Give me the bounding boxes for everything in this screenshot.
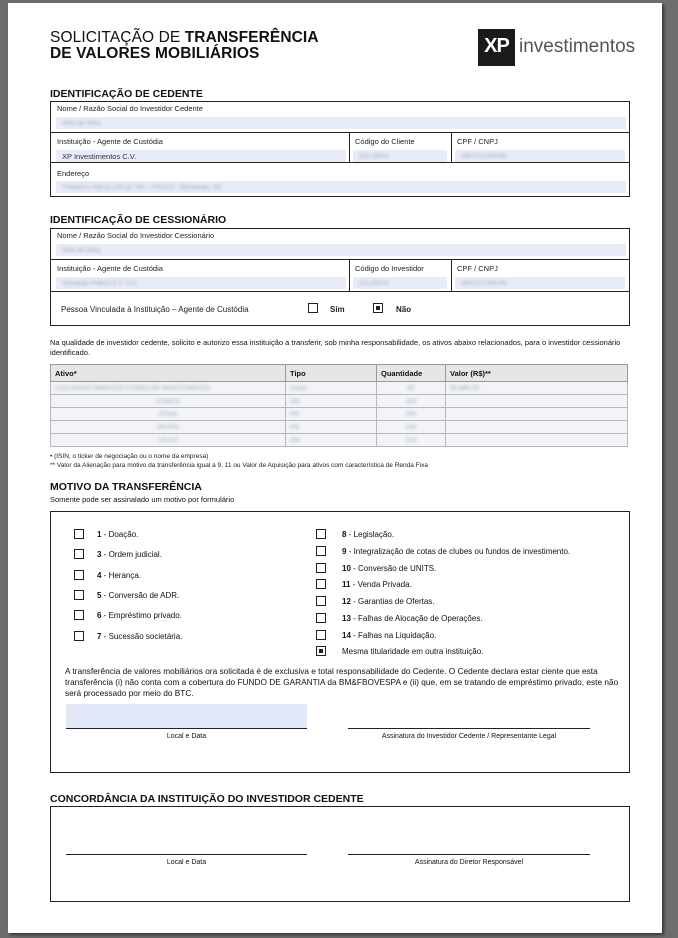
reason-text: Falhas na Liquidação. <box>358 630 437 640</box>
reason-number: 14 <box>342 630 351 640</box>
reason-3-checkbox[interactable] <box>74 549 84 559</box>
reason-10-label: 10 - Conversão de UNITS. <box>342 563 437 573</box>
title-bold: TRANSFERÊNCIA <box>184 29 319 46</box>
vinculada-sim-checkbox[interactable] <box>308 303 318 313</box>
vinculada-nao-checkbox[interactable] <box>373 303 383 313</box>
footnote-valor: ** Valor da Alienação para motivo da transferência igual a 9, 11 ou Valor de Aquisição para ativos com característica de Renda Fixa <box>50 462 428 469</box>
tipo-cell[interactable]: ON <box>286 395 377 408</box>
reason-3-label: 3 - Ordem judicial. <box>97 550 162 560</box>
reason-1-checkbox[interactable] <box>74 529 84 539</box>
col-tipo: Tipo <box>286 365 377 382</box>
cedente-codigo-label: Código do Cliente <box>355 137 415 146</box>
reason-11-checkbox[interactable] <box>316 579 326 589</box>
reason-number: 5 <box>97 590 102 600</box>
footnote-ativo: • (ISIN, o ticker de negociação ou o nome da empresa) <box>50 453 209 460</box>
form-page <box>8 3 662 933</box>
reason-6-label: 6 - Empréstimo privado. <box>97 611 182 621</box>
tipo-cell[interactable]: ON <box>286 434 377 447</box>
reason-9-checkbox[interactable] <box>316 546 326 556</box>
cessionario-codigo-label: Código do Investidor <box>355 264 424 273</box>
assets-table-header <box>51 365 628 382</box>
col-ativo: Ativo* <box>51 365 286 382</box>
reason-text: Integralização de cotas de clubes ou fundos de investimento. <box>353 546 571 556</box>
cessionario-codigo-field[interactable]: 101.903-8 <box>353 277 447 289</box>
form-title <box>50 30 319 62</box>
reason-number: 3 <box>97 550 102 560</box>
tipo-cell[interactable]: PN <box>286 408 377 421</box>
table-row <box>51 434 628 447</box>
reason-text: Venda Privada. <box>357 580 412 590</box>
reason-text: Legislação. <box>353 530 395 539</box>
reason-number: 9 <box>342 546 347 556</box>
tipo-cell[interactable]: PN <box>286 421 377 434</box>
reason-text: Sucessão societária. <box>108 631 183 641</box>
table-row <box>51 408 628 421</box>
cedente-heading: IDENTIFICAÇÃO DE CEDENTE <box>50 88 203 100</box>
reason-13-label: 13 - Falhas de Alocação de Operações. <box>342 614 483 623</box>
authorization-text: Na qualidade de investidor cedente, solicito e autorizo essa instituição a transferir, sob minha responsabilidade, os ativos abaixo relacionados, para o investidor cessionário identificado. <box>50 338 621 357</box>
cedente-cpf-field[interactable]: 000.072.009-96 <box>455 150 625 162</box>
reason-8-label: 8 - Legislação. <box>342 530 395 539</box>
cedente-endereco-field[interactable]: Theodoro Hall (i) 100 (ii) 700 - 70510-0 - Blumenau, SC <box>56 181 626 193</box>
quantidade-cell[interactable]: 300 <box>377 408 446 421</box>
reason-12-label: 12 - Garantias de Ofertas. <box>342 597 435 607</box>
cessionario-cpf-label: CPF / CNPJ <box>457 264 498 273</box>
cedente-nome-label: Nome / Razão Social do Investidor Cedente <box>57 104 203 113</box>
local-data-label: Local e Data <box>166 733 207 740</box>
reason-5-label: 5 - Conversão de ADR. <box>97 590 180 600</box>
cedente-codigo-field[interactable]: 231.330-8 <box>353 150 447 162</box>
xp-logo-word: investimentos <box>519 36 636 57</box>
reason-8-checkbox[interactable] <box>316 529 326 539</box>
valor-cell[interactable] <box>446 408 628 421</box>
ativo-cell[interactable]: ITSA4 <box>51 408 286 421</box>
local-data-field[interactable] <box>66 704 307 728</box>
reason-text: Falhas de Alocação de Operações. <box>358 614 483 623</box>
assets-table <box>50 364 628 447</box>
quantidade-cell[interactable]: 100 <box>377 421 446 434</box>
reason-5-checkbox[interactable] <box>74 590 84 600</box>
concordancia-local-data-label: Local e Data <box>166 859 207 866</box>
cessionario-box <box>50 228 630 326</box>
reason-11-label: 11 - Venda Privada. <box>342 580 412 590</box>
reason-1-label: 1 - Doação. <box>97 530 139 539</box>
table-row <box>51 421 628 434</box>
cedente-cpf-label: CPF / CNPJ <box>457 137 498 146</box>
reason-7-checkbox[interactable] <box>74 631 84 641</box>
vinculada-label: Pessoa Vinculada à Instituição – Agente de Custódia <box>61 305 249 314</box>
cedente-nome-field[interactable]: Helo de Silva <box>56 117 626 129</box>
reason-14-label: 14 - Falhas na Liquidação. <box>342 630 437 640</box>
cessionario-nome-field[interactable]: Helo de Silva <box>56 244 626 256</box>
cedente-instituicao-field[interactable]: XP Investimentos C.V. <box>56 150 346 162</box>
title-line2: DE VALORES MOBILIÁRIOS <box>50 45 260 62</box>
cessionario-nome-label: Nome / Razão Social do Investidor Cessionário <box>57 231 215 240</box>
concordancia-assinatura-label: Assinatura do Diretor Responsável <box>414 859 524 866</box>
motivo-box <box>50 511 630 773</box>
valor-cell[interactable] <box>446 434 628 447</box>
reason-text: Conversão de UNITS. <box>358 563 437 573</box>
reason-text: Conversão de ADR. <box>108 590 180 600</box>
concordancia-box <box>50 806 630 902</box>
reason-9-label: 9 - Integralização de cotas de clubes ou fundos de investimento. <box>342 546 571 556</box>
valor-cell[interactable] <box>446 395 628 408</box>
motivo-subheading: Somente pode ser assinalado um motivo por formulário <box>50 495 235 504</box>
ativo-cell[interactable]: PETR4 <box>51 421 286 434</box>
motivo-disclaimer: A transferência de valores mobiliários ora solicitada é de exclusiva e total responsabilidade do Cedente. O Cedente declara estar ciente que esta transferência (i) não conta com a cobertura do FUNDO DE GARANTIA da BM&FBOVESPA e (ii) que, em se tratando de empréstimo privado, este não será processado por meio do BTC. <box>65 666 619 698</box>
col-valor: Valor (R$)** <box>446 365 628 382</box>
cedente-instituicao-label: Instituição - Agente de Custódia <box>57 137 163 146</box>
reason-number: 4 <box>97 570 102 580</box>
reason-number: 10 <box>342 563 351 573</box>
reason-number: 11 <box>342 580 351 590</box>
reason-6-checkbox[interactable] <box>74 610 84 620</box>
reason-text: Doação. <box>108 530 139 539</box>
reason-text: Empréstimo privado. <box>108 611 182 621</box>
reason-13-checkbox[interactable] <box>316 613 326 623</box>
xp-logo <box>478 29 636 69</box>
valor-cell[interactable] <box>446 421 628 434</box>
reason-number: 6 <box>97 611 102 621</box>
quantidade-cell[interactable]: 200 <box>377 395 446 408</box>
concordancia-heading: CONCORDÂNCIA DA INSTITUIÇÃO DO INVESTIDOR CEDENTE <box>50 793 364 805</box>
vinculada-nao-label: Não <box>396 305 412 314</box>
cessionario-instituicao-field[interactable]: Servação Fideos E.T. S.A. <box>56 277 346 289</box>
assinatura-cedente-label: Assinatura do Investidor Cedente / Representante Legal <box>381 733 557 740</box>
reason-12-checkbox[interactable] <box>316 596 326 606</box>
reason-text: Garantias de Ofertas. <box>358 597 435 607</box>
ativo-cell[interactable]: LIGA INVESTIMENTOS FUNDO DE INVESTIMENTO <box>51 382 286 395</box>
cessionario-instituicao-label: Instituição - Agente de Custódia <box>57 264 163 273</box>
reason-number: 8 <box>342 530 347 539</box>
reason-4-label: 4 - Herança. <box>97 570 142 580</box>
quantidade-cell[interactable]: 85 <box>377 382 446 395</box>
reason-7-label: 7 - Sucessão societária. <box>97 631 183 641</box>
reason-text: Ordem judicial. <box>108 550 162 560</box>
table-row <box>51 395 628 408</box>
cedente-endereco-label: Endereço <box>57 169 90 178</box>
reason-number: 13 <box>342 614 351 623</box>
ativo-cell[interactable]: VALE3 <box>51 434 286 447</box>
valor-cell[interactable]: 35.895,00 <box>446 382 628 395</box>
table-row <box>51 382 628 395</box>
col-quantidade: Quantidade <box>377 365 446 382</box>
tipo-cell[interactable]: Cotas <box>286 382 377 395</box>
reason-10-checkbox[interactable] <box>316 563 326 573</box>
mesma-titularidade-checkbox[interactable] <box>316 646 326 656</box>
title-prefix: SOLICITAÇÃO DE <box>50 29 185 46</box>
cedente-box <box>50 101 630 197</box>
reason-text: Herança. <box>108 570 142 580</box>
reason-number: 1 <box>97 530 102 539</box>
mesma-titularidade-label: Mesma titularidade em outra instituição. <box>342 647 484 656</box>
xp-logo-mark: XP <box>478 29 515 66</box>
reason-number: 12 <box>342 597 351 607</box>
cessionario-cpf-field[interactable]: 000.072.009-96 <box>455 277 625 289</box>
reason-4-checkbox[interactable] <box>74 570 84 580</box>
quantidade-cell[interactable]: 150 <box>377 434 446 447</box>
vinculada-sim-label: Sim <box>330 305 345 314</box>
motivo-heading: MOTIVO DA TRANSFERÊNCIA <box>50 481 202 493</box>
cessionario-heading: IDENTIFICAÇÃO DE CESSIONÁRIO <box>50 214 227 226</box>
reason-number: 7 <box>97 631 102 641</box>
ativo-cell[interactable]: CSMG3 <box>51 395 286 408</box>
reason-14-checkbox[interactable] <box>316 630 326 640</box>
